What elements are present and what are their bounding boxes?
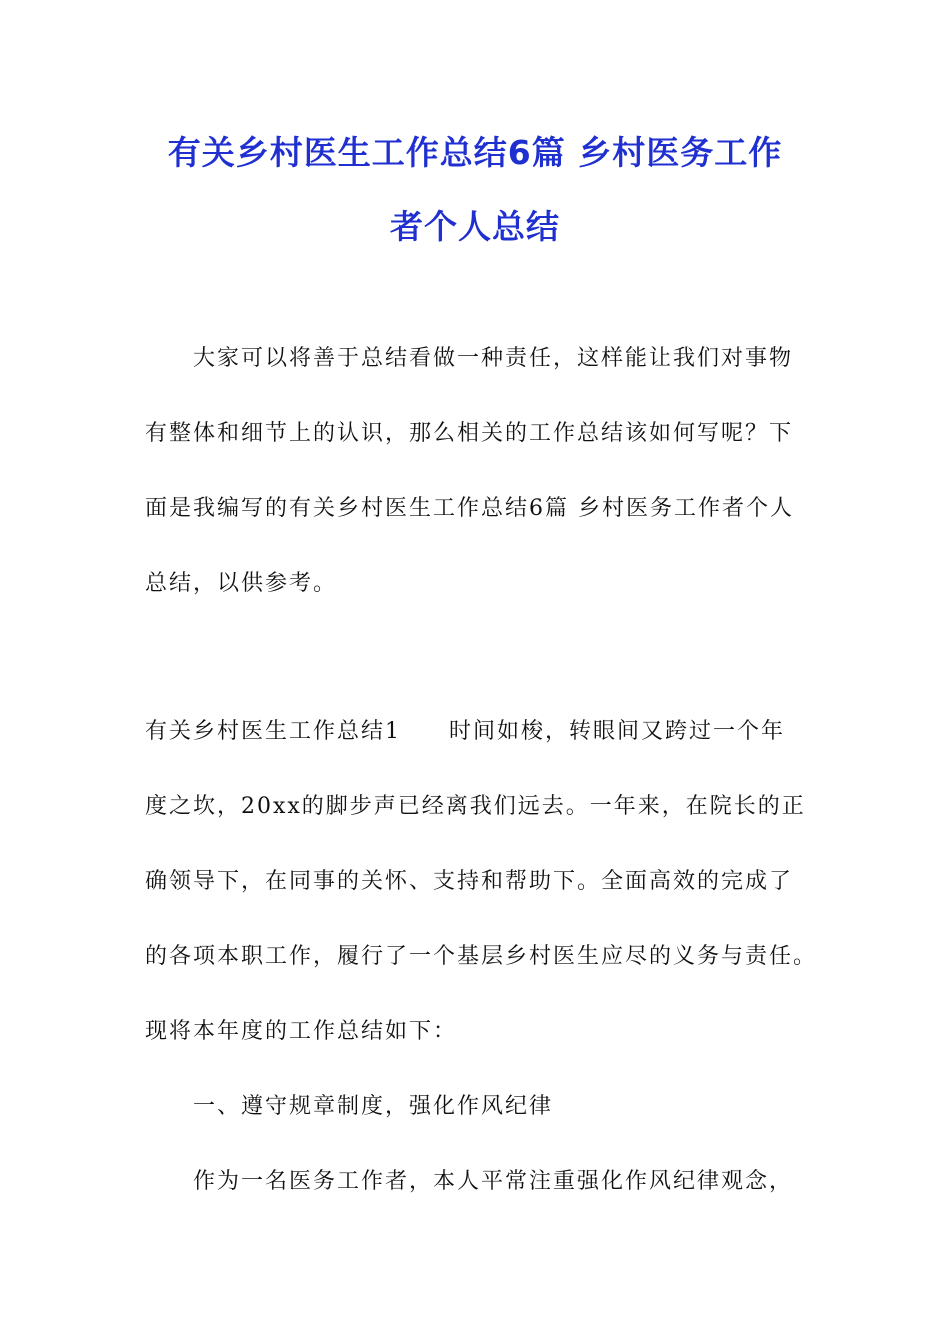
section-1-line-5: 现将本年度的工作总结如下：	[145, 1019, 458, 1044]
paragraph-line: 作为一名医务工作者，本人平常注重强化作风纪律观念，	[193, 1169, 794, 1194]
section-1-line-4: 的各项本职工作，履行了一个基层乡村医生应尽的义务与责任。	[145, 944, 818, 969]
intro-line-3: 面是我编写的有关乡村医生工作总结6篇 乡村医务工作者个人	[145, 496, 794, 521]
document-title-line-1: 有关乡村医生工作总结6篇 乡村医务工作	[167, 133, 783, 172]
intro-line-2: 有整体和细节上的认识，那么相关的工作总结该如何写呢？下	[145, 421, 794, 446]
intro-line-4: 总结，以供参考。	[145, 571, 338, 596]
section-1-line-1: 有关乡村医生工作总结1 时间如梭，转眼间又跨过一个年	[145, 719, 785, 744]
intro-line-1: 大家可以将善于总结看做一种责任，这样能让我们对事物	[193, 346, 794, 371]
subheading-1: 一、遵守规章制度，强化作风纪律	[193, 1094, 554, 1119]
section-1-line-3: 确领导下，在同事的关怀、支持和帮助下。全面高效的完成了	[145, 869, 794, 894]
section-1-line-2: 度之坎，20xx的脚步声已经离我们远去。一年来，在院长的正	[145, 794, 806, 819]
document-title-line-2: 者个人总结	[390, 207, 560, 246]
